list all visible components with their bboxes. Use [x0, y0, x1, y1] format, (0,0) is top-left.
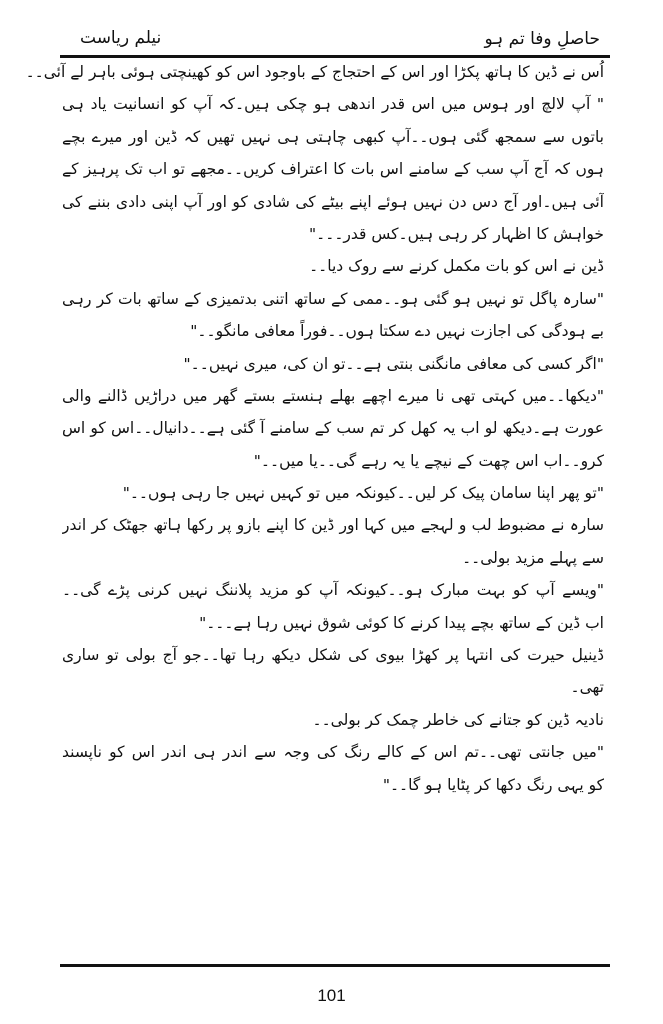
- text-line: ڈینیل حیرت کی انتہا پر کھڑا بیوی کی شکل دیکھ رہا تھا۔۔جو آج بولی تو ساری: [62, 646, 604, 665]
- page-header: [60, 26, 610, 56]
- page-number: 101: [317, 986, 346, 1005]
- text-line: "سارہ پاگل تو نہیں ہو گئی ہو۔۔ممی کے ساتھ اتنی بدتمیزی کے ساتھ بات کر رہی: [62, 289, 604, 308]
- text-line: سے پہلے مزید بولی۔۔: [462, 548, 604, 567]
- text-line: کو یہی رنگ دکھا کر پٹایا ہو گا۔۔": [382, 775, 604, 794]
- text-line: ہوں کہ آج آپ سب کے سامنے اس بات کا اعتراف کریں۔۔مجھے تو اب تک پرہیز کے: [62, 160, 604, 179]
- text-line: " آپ لالچ اور ہوس میں اس قدر اندھی ہو چکی ہیں۔کہ آپ کو انسانیت یاد ہی: [62, 95, 604, 114]
- page-body: [25, 56, 604, 801]
- text-line: ڈین نے اس کو بات مکمل کرنے سے روک دیا۔۔: [309, 257, 604, 276]
- text-line: بے ہودگی کی اجازت نہیں دے سکتا ہوں۔۔فوراً معافی مانگو۔۔": [190, 322, 604, 341]
- text-line: اُس نے ڈین کا ہاتھ پکڑا اور اس کے احتجاج کے باوجود اس کو کھینچتی ہوئی باہر لے آئی۔۔: [25, 63, 604, 81]
- book-title: حاصلِ وفا تم ہو: [484, 29, 600, 49]
- text-line: سارہ نے مضبوط لب و لہجے میں کہا اور ڈین کا اپنے بازو پر رکھا ہاتھ جھٹک کر اندر: [62, 516, 604, 535]
- text-line: تھی۔: [570, 678, 604, 697]
- text-line: اب ڈین کے ساتھ بچے پیدا کرنے کا کوئی شوق نہیں رہا ہے۔۔۔": [199, 613, 604, 632]
- text-line: آئی ہیں۔اور آج دس دن نہیں ہوئے اپنے بیٹے کی شادی کو اور آپ اپنی دادی بننے کی: [62, 192, 604, 211]
- text-line: عورت ہے۔دیکھ لو اب یہ کھل کر تم سب کے سامنے آ گئی ہے۔۔دانیال۔۔اس کو اس: [62, 419, 604, 438]
- bottom-divider: [60, 964, 610, 967]
- text-line: کرو۔۔اب اس چھت کے نیچے یا یہ رہے گی۔۔یا میں۔۔": [253, 451, 604, 470]
- author-name: نیلم ریاست: [80, 28, 162, 48]
- text-line: "میں جانتی تھی۔۔تم اس کے کالے رنگ کی وجہ سے اندر ہی اندر اس کو ناپسند: [62, 743, 604, 762]
- text-line: "دیکھا۔۔میں کہتی تھی نا میرے اچھے بھلے ہنستے بستے گھر میں دراڑیں ڈالنے والی: [62, 386, 604, 405]
- text-line: "اگر کسی کی معافی مانگنی بنتی ہے۔۔تو ان کی، میری نہیں۔۔": [183, 354, 604, 373]
- text-line: خواہش کا اظہار کر رہی ہیں۔کس قدر۔۔۔": [309, 224, 604, 243]
- text-line: "تو پھر اپنا سامان پیک کر لیں۔۔کیونکہ میں تو کہیں نہیں جا رہی ہوں۔۔": [122, 484, 604, 503]
- text-line: "ویسے آپ کو بہت مبارک ہو۔۔کیونکہ آپ کو مزید پلاننگ نہیں کرنی پڑے گی۔۔: [62, 581, 604, 600]
- text-line: باتوں سے سمجھ گئی ہوں۔۔آپ کبھی چاہتی ہی نہیں تھیں کہ ڈین اور میرے بچے: [62, 127, 604, 146]
- text-line: نادیہ ڈین کو جتانے کی خاطر چمک کر بولی۔۔: [312, 710, 604, 729]
